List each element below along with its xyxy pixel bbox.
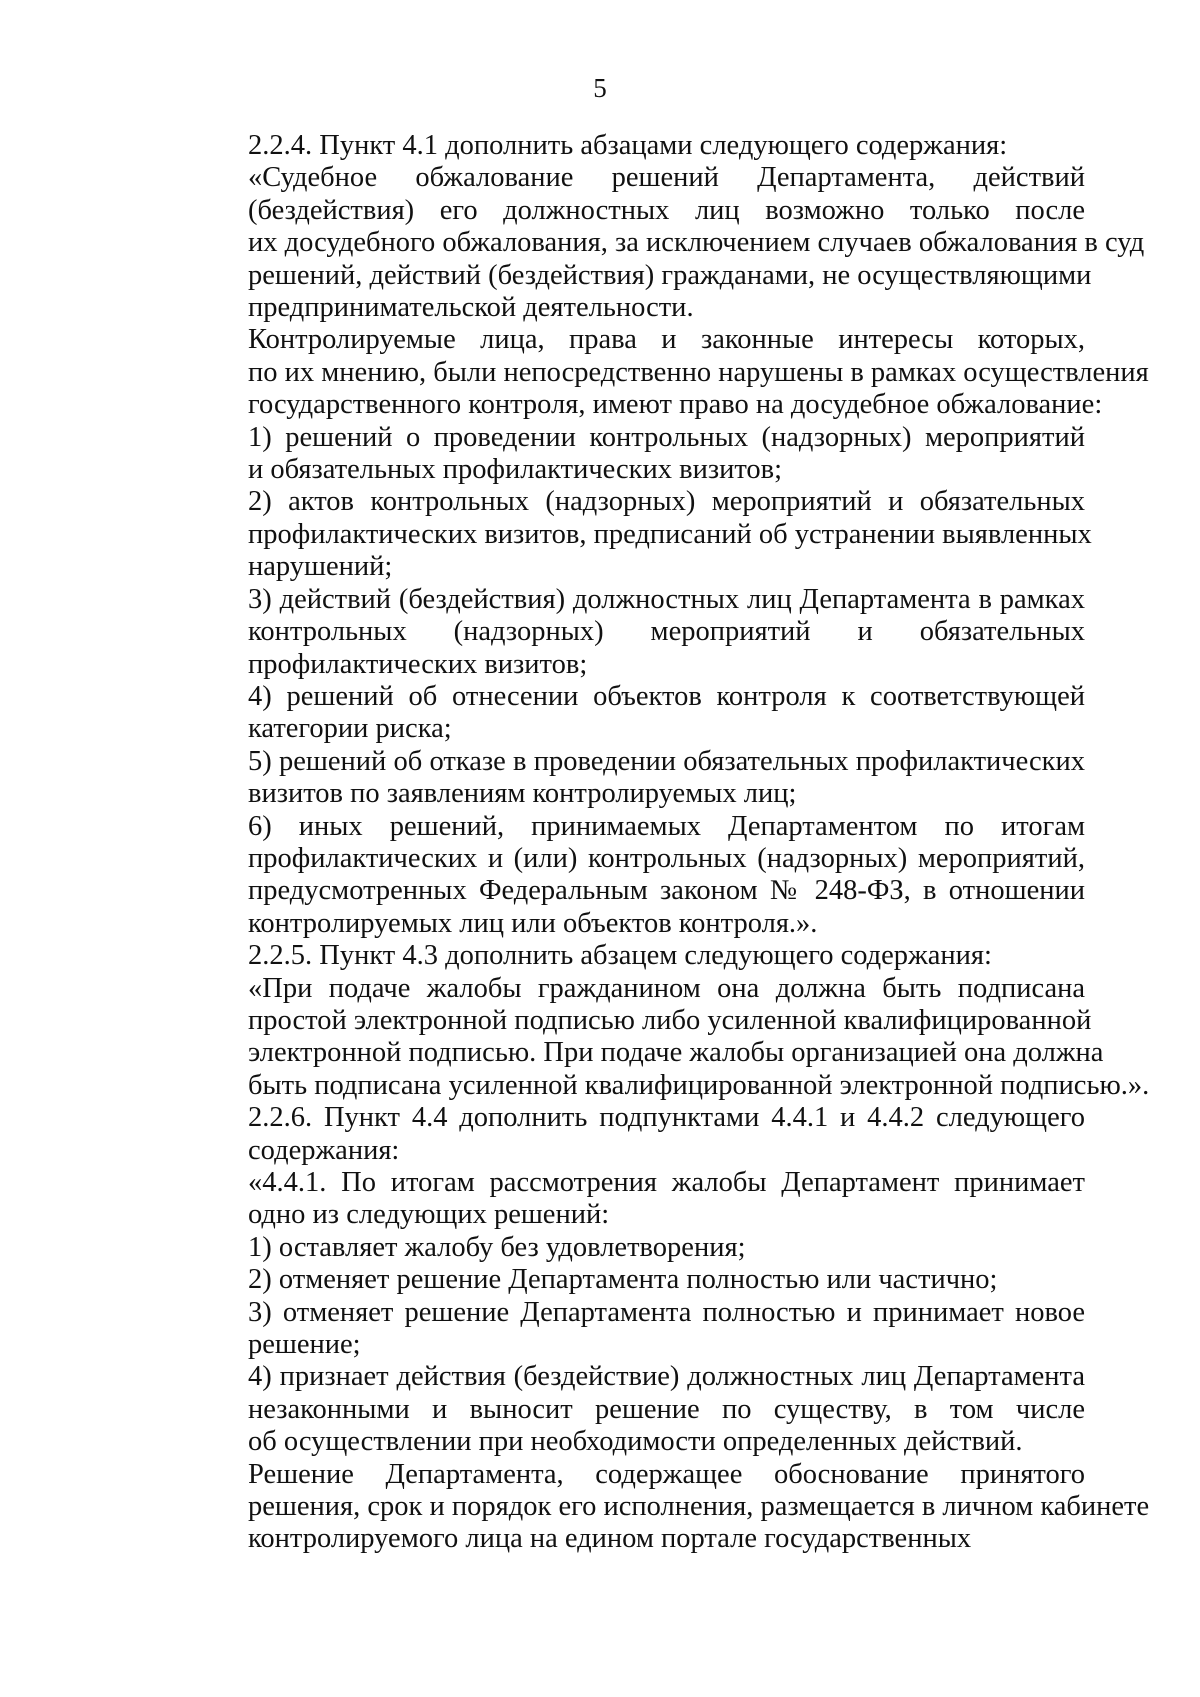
paragraph-line: профилактических и (или) контрольных (надзорных) мероприятий,: [248, 842, 1085, 874]
paragraph-line: и обязательных профилактических визитов;: [248, 454, 783, 486]
paragraph-line: электронной подписью. При подаче жалобы организацией она должна: [248, 1037, 1104, 1069]
paragraph-line: 5) решений об отказе в проведении обязательных профилактических: [248, 745, 1085, 777]
paragraph-line: контролируемых лиц или объектов контроля.».: [248, 907, 818, 939]
paragraph-line: решений, действий (бездействия) гражданами, не осуществляющими: [248, 259, 1092, 291]
paragraph-line: (бездействия) его должностных лиц возможно только после: [248, 194, 1085, 226]
paragraph: [174, 1167, 1085, 1232]
paragraph: [174, 1264, 1085, 1296]
paragraph: [174, 972, 1150, 1103]
paragraph: [174, 422, 1085, 487]
document-body: [174, 130, 1150, 1556]
paragraph-line: профилактических визитов, предписаний об устранении выявленных: [248, 518, 1092, 550]
paragraph: [174, 681, 1085, 746]
paragraph-line: нарушений;: [248, 551, 393, 583]
paragraph-line: 3) отменяет решение Департамента полностью и принимает новое: [248, 1296, 1085, 1328]
paragraph-line: 4) решений об отнесении объектов контроля к соответствующей: [248, 680, 1085, 712]
page-number: 5: [593, 73, 607, 103]
paragraph: [174, 130, 1085, 162]
paragraph-line: категории риска;: [248, 713, 452, 745]
paragraph-line: 4) признает действия (бездействие) должностных лиц Департамента: [248, 1361, 1085, 1393]
paragraph: [174, 584, 1085, 681]
paragraph-line: контрольных (надзорных) мероприятий и обязательных: [248, 616, 1085, 648]
paragraph-line: 2.2.5. Пункт 4.3 дополнить абзацем следующего содержания:: [248, 940, 992, 972]
paragraph: [174, 486, 1092, 583]
paragraph-line: быть подписана усиленной квалифицированной электронной подписью.».: [248, 1069, 1150, 1101]
paragraph-line: «Судебное обжалование решений Департамента, действий: [248, 162, 1085, 194]
paragraph-line: «4.4.1. По итогам рассмотрения жалобы Департамент принимает: [248, 1167, 1085, 1198]
paragraph: [174, 811, 1085, 941]
paragraph: [174, 1361, 1085, 1458]
paragraph-line: незаконными и выносит решение по существу, в том числе: [248, 1393, 1085, 1425]
paragraph-line: 6) иных решений, принимаемых Департаментом по итогам: [248, 810, 1085, 842]
paragraph-line: решения, срок и порядок его исполнения, размещается в личном кабинете: [248, 1491, 1150, 1523]
paragraph-line: решение;: [248, 1329, 361, 1361]
paragraph-line: контролируемого лица на едином портале государственных: [248, 1523, 972, 1555]
paragraph: [174, 162, 1145, 324]
paragraph-line: их досудебного обжалования, за исключением случаев обжалования в суд: [248, 227, 1145, 259]
paragraph-line: «При подаче жалобы гражданином она должна быть подписана: [248, 972, 1085, 1004]
paragraph-line: одно из следующих решений:: [248, 1199, 610, 1231]
paragraph-line: 2) отменяет решение Департамента полностью или частично;: [248, 1264, 998, 1296]
paragraph: [174, 1102, 1085, 1167]
paragraph-line: Контролируемые лица, права и законные интересы которых,: [248, 324, 1085, 356]
paragraph: [174, 1458, 1150, 1556]
paragraph: [174, 324, 1149, 421]
paragraph-line: Решение Департамента, содержащее обоснование принятого: [248, 1458, 1085, 1490]
paragraph-line: государственного контроля, имеют право на досудебное обжалование:: [248, 389, 1103, 421]
paragraph-line: 3) действий (бездействия) должностных лиц Департамента в рамках: [248, 583, 1085, 615]
paragraph-line: предпринимательской деятельности.: [248, 292, 694, 324]
paragraph-line: по их мнению, были непосредственно нарушены в рамках осуществления: [248, 356, 1149, 388]
paragraph: [174, 940, 1085, 972]
paragraph: [174, 1297, 1085, 1362]
paragraph-line: 2.2.4. Пункт 4.1 дополнить абзацами следующего содержания:: [248, 130, 1008, 161]
paragraph-line: 2.2.6. Пункт 4.4 дополнить подпунктами 4.4.1 и 4.4.2 следующего: [248, 1102, 1085, 1134]
paragraph-line: визитов по заявлениям контролируемых лиц;: [248, 778, 797, 810]
paragraph-line: профилактических визитов;: [248, 648, 588, 680]
paragraph-line: об осуществлении при необходимости определенных действий.: [248, 1426, 1023, 1458]
paragraph-line: 1) решений о проведении контрольных (надзорных) мероприятий: [248, 421, 1085, 453]
paragraph-line: содержания:: [248, 1134, 400, 1166]
paragraph-line: простой электронной подписью либо усиленной квалифицированной: [248, 1004, 1092, 1036]
paragraph: [174, 1232, 1085, 1264]
paragraph: [174, 746, 1085, 811]
paragraph-line: 2) актов контрольных (надзорных) мероприятий и обязательных: [248, 486, 1085, 518]
paragraph-line: предусмотренных Федеральным законом № 248-ФЗ, в отношении: [248, 875, 1085, 907]
paragraph-line: 1) оставляет жалобу без удовлетворения;: [248, 1231, 746, 1263]
